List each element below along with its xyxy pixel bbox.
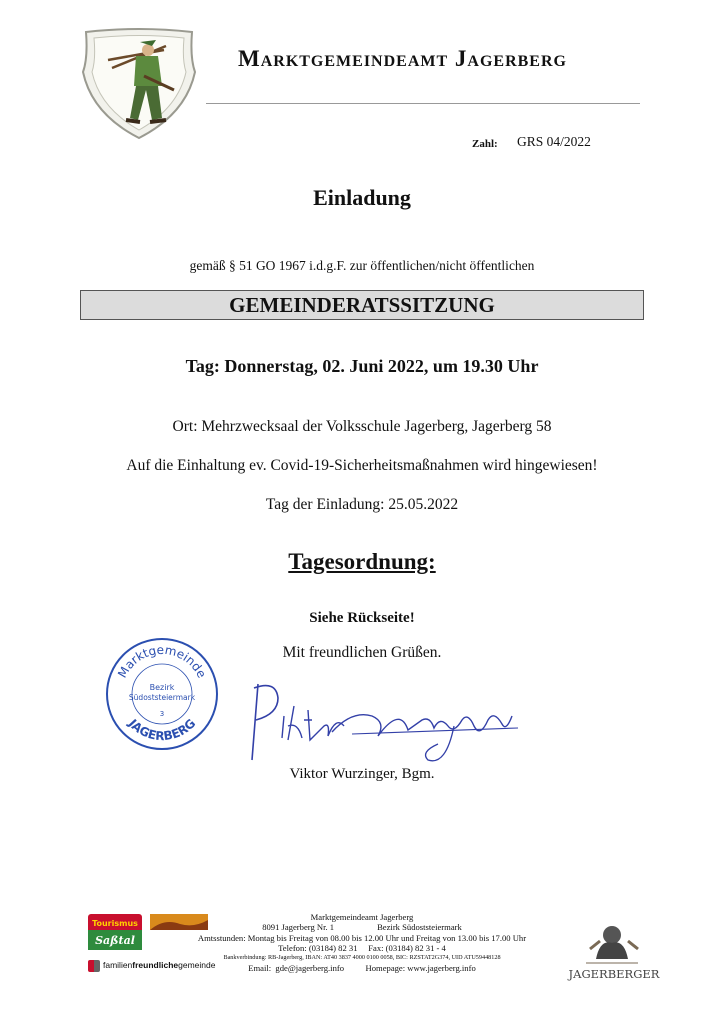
- footer-contact: [160, 912, 564, 974]
- tourism-logo-top: Tourismus: [92, 919, 138, 928]
- stamp-number: 3: [159, 710, 165, 718]
- meeting-place: Ort: Mehrzwecksaal der Volksschule Jagerberg, Jagerberg 58: [172, 418, 552, 435]
- svg-text:Marktgemeinde: [115, 643, 209, 680]
- covid-notice: Auf die Einhaltung ev. Covid-19-Sicherheitsmaßnahmen wird hingewiesen!: [126, 457, 598, 474]
- stamp-line1: Bezirk: [149, 683, 175, 692]
- header-divider: [206, 103, 640, 104]
- document-title: Einladung: [313, 185, 411, 210]
- footer-line-2: 8091 Jagerberg Nr. 1 Bezirk Südoststeiermark: [262, 922, 462, 933]
- svg-text:JAGERBERG: [125, 716, 198, 743]
- family-logo-text-3: gemeinde: [178, 960, 216, 970]
- family-logo-text-1: familien: [103, 960, 133, 970]
- meeting-date: Tag: Donnerstag, 02. Juni 2022, um 19.30 Uhr: [185, 356, 539, 376]
- organization-name: Marktgemeindeamt Jagerberg: [238, 46, 567, 71]
- footer-line-4: Telefon: (03184) 82 31 Fax: (03184) 82 31 - 4: [278, 942, 446, 953]
- stamp-top-text: Marktgemeinde: [115, 642, 209, 681]
- legal-basis-line: gemäß § 51 GO 1967 i.d.g.F. zur öffentlichen/nicht öffentlichen: [189, 258, 535, 273]
- footer-line-3: Amtsstunden: Montag bis Freitag von 08.00 bis 12.00 Uhr und Freitag von 13.00 bis 17.00 Uhr: [197, 932, 527, 943]
- footer-line-1: Marktgemeindeamt Jagerberg: [310, 912, 414, 922]
- reference-label: Zahl:: [472, 138, 498, 150]
- footer-line-6: Email: gde@jagerberg.info Homepage: www.jagerberg.info: [248, 963, 476, 974]
- stamp-line2: Südoststeiermark: [128, 693, 196, 702]
- invitation-date: Tag der Einladung: 25.05.2022: [265, 496, 459, 513]
- reference-number: GRS 04/2022: [517, 134, 591, 149]
- tourism-logo: [88, 914, 142, 950]
- footer-line-5: Bankverbindung: RB-Jagerberg, IBAN: AT40 3837 4000 0100 0058, BIC: RZSTAT2G374, UID ATU59448128: [223, 954, 501, 962]
- municipal-crest: [78, 28, 200, 140]
- jagerberger-logo: [566, 915, 662, 983]
- see-back-note: Siehe Rückseite!: [309, 610, 415, 626]
- jagerberger-logo-text: JAGERBERGER: [568, 967, 660, 981]
- stamp-bottom-text: JAGERBERG: [125, 716, 199, 744]
- family-logo-text-2: freundliche: [132, 960, 179, 970]
- agenda-heading: Tagesordnung:: [288, 549, 436, 574]
- tourism-logo-bottom: Saßtal: [95, 934, 135, 947]
- official-stamp: [104, 636, 220, 752]
- session-banner: GEMEINDERATSSITZUNG: [80, 290, 644, 320]
- family-friendly-icon: [88, 960, 100, 972]
- signature-image: [232, 676, 522, 768]
- closing-greeting: Mit freundlichen Grüßen.: [282, 644, 442, 661]
- signer-name: Viktor Wurzinger, Bgm.: [289, 766, 435, 782]
